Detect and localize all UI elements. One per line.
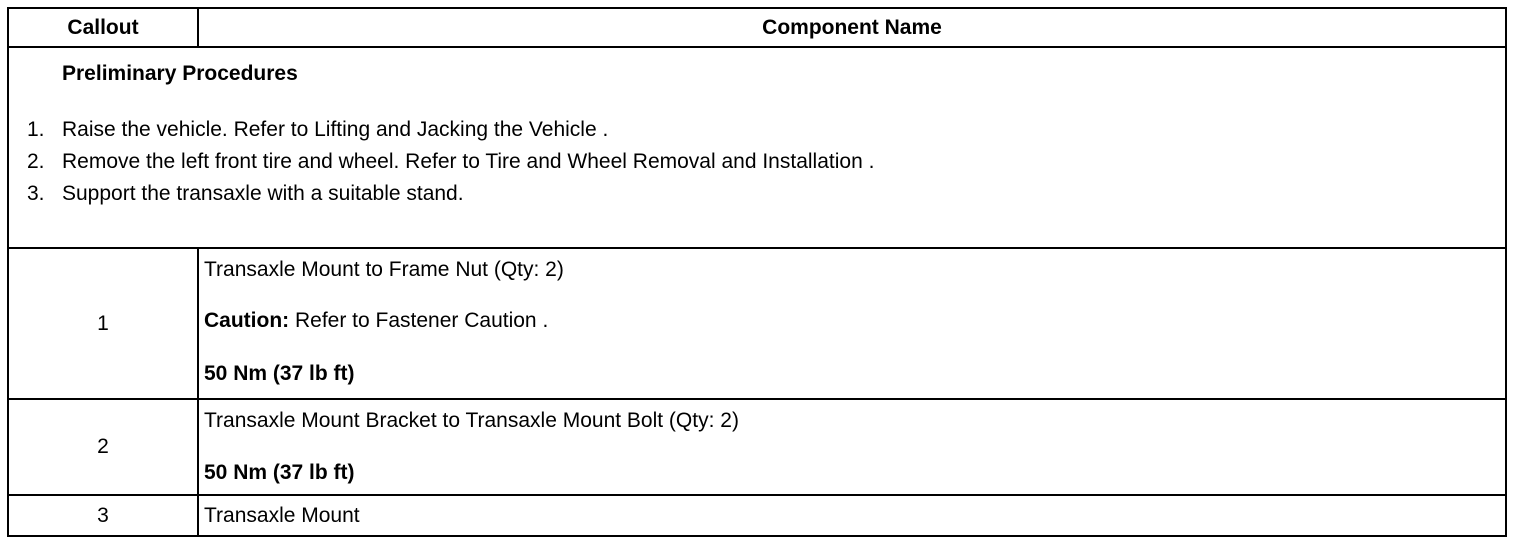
torque-spec: 50 Nm (37 lb ft)	[204, 461, 355, 484]
header-row	[8, 8, 1506, 47]
preliminary-cell	[8, 47, 1506, 248]
step-number: 2.	[27, 150, 45, 173]
step-number: 1.	[27, 118, 45, 141]
component-name: Transaxle Mount	[204, 504, 360, 527]
caution-label: Caution:	[204, 309, 290, 332]
callout-number: 3	[8, 495, 198, 536]
component-cell	[198, 248, 1506, 399]
callout-number: 2	[8, 399, 198, 495]
preliminary-row	[8, 47, 1506, 248]
preliminary-title: Preliminary Procedures	[62, 62, 298, 85]
step-item	[27, 180, 874, 212]
component-table	[7, 7, 1507, 537]
callout-header: Callout	[8, 8, 198, 47]
component-name: Transaxle Mount Bracket to Transaxle Mount Bolt (Qty: 2)	[204, 409, 739, 432]
torque-spec: 50 Nm (37 lb ft)	[204, 362, 355, 385]
preliminary-steps	[27, 116, 874, 212]
caution-note	[204, 309, 1505, 333]
step-number: 3.	[27, 182, 45, 205]
step-text: Raise the vehicle. Refer to Lifting and Jacking the Vehicle .	[62, 118, 609, 141]
callout-number: 1	[8, 248, 198, 399]
step-text: Remove the left front tire and wheel. Refer to Tire and Wheel Removal and Installation .	[62, 150, 875, 173]
component-cell	[198, 399, 1506, 495]
component-name: Transaxle Mount to Frame Nut (Qty: 2)	[204, 258, 564, 281]
table-row	[8, 495, 1506, 536]
table-row	[8, 399, 1506, 495]
step-item	[27, 148, 874, 180]
step-item	[27, 116, 874, 148]
component-name-header: Component Name	[198, 8, 1506, 47]
caution-text: Refer to Fastener Caution .	[289, 309, 549, 332]
step-text: Support the transaxle with a suitable stand.	[62, 182, 464, 205]
table-row	[8, 248, 1506, 399]
component-cell	[198, 495, 1506, 536]
